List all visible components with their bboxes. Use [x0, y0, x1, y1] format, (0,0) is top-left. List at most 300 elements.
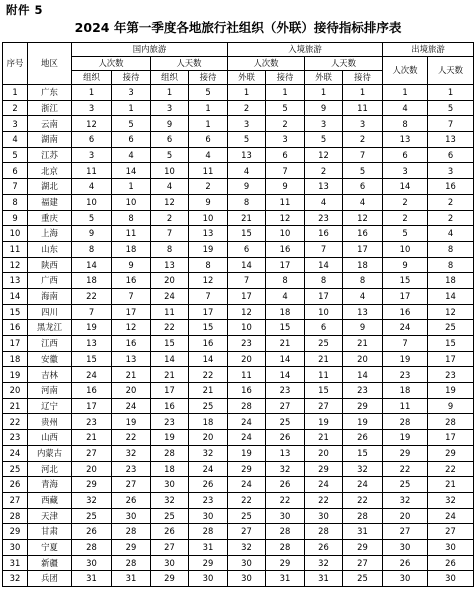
rank-cell: 22 — [428, 461, 474, 477]
rank-cell: 13 — [189, 226, 228, 242]
rank-cell: 15 — [343, 445, 383, 461]
rank-cell: 18 — [72, 273, 112, 289]
rank-cell: 10 — [72, 194, 112, 210]
rank-cell: 5 — [305, 132, 343, 148]
rank-cell: 27 — [151, 539, 189, 555]
rank-cell: 16 — [383, 304, 428, 320]
rank-cell: 17 — [266, 257, 305, 273]
rank-cell: 24 — [189, 461, 228, 477]
rank-cell: 26 — [72, 524, 112, 540]
rank-cell: 30 — [151, 477, 189, 493]
table-row — [3, 194, 474, 210]
rank-cell: 17 — [428, 351, 474, 367]
rank-cell: 26 — [343, 430, 383, 446]
row-index: 32 — [3, 571, 28, 587]
rank-cell: 27 — [383, 524, 428, 540]
rank-cell: 16 — [428, 179, 474, 195]
rank-cell: 4 — [189, 147, 228, 163]
table-row — [3, 320, 474, 336]
rank-cell: 1 — [228, 85, 266, 101]
row-index: 16 — [3, 320, 28, 336]
rank-cell: 25 — [72, 508, 112, 524]
rank-cell: 23 — [151, 414, 189, 430]
table-row — [3, 132, 474, 148]
table-row — [3, 555, 474, 571]
rank-cell: 1 — [383, 85, 428, 101]
rank-cell: 26 — [189, 477, 228, 493]
rank-cell: 2 — [228, 100, 266, 116]
row-index: 3 — [3, 116, 28, 132]
row-index: 14 — [3, 288, 28, 304]
table-row — [3, 179, 474, 195]
rank-cell: 27 — [112, 477, 151, 493]
row-index: 30 — [3, 539, 28, 555]
rank-cell: 19 — [151, 430, 189, 446]
rank-cell: 11 — [72, 163, 112, 179]
rank-cell: 5 — [189, 85, 228, 101]
table-row — [3, 477, 474, 493]
row-region: 黑龙江 — [28, 320, 72, 336]
row-region: 兵团 — [28, 571, 72, 587]
table-row — [3, 367, 474, 383]
rank-cell: 31 — [343, 524, 383, 540]
rank-cell: 29 — [189, 555, 228, 571]
rank-cell: 29 — [266, 555, 305, 571]
rank-cell: 24 — [428, 508, 474, 524]
table-row — [3, 288, 474, 304]
rank-cell: 6 — [72, 132, 112, 148]
rank-cell: 16 — [72, 383, 112, 399]
row-index: 20 — [3, 383, 28, 399]
row-index: 10 — [3, 226, 28, 242]
rank-cell: 7 — [428, 116, 474, 132]
rank-cell: 29 — [343, 398, 383, 414]
rank-cell: 17 — [189, 304, 228, 320]
row-region: 吉林 — [28, 367, 72, 383]
rank-cell: 28 — [383, 414, 428, 430]
rank-cell: 8 — [428, 241, 474, 257]
rank-cell: 32 — [72, 492, 112, 508]
table-row — [3, 257, 474, 273]
rank-cell: 22 — [112, 430, 151, 446]
rank-cell: 23 — [266, 383, 305, 399]
row-index: 15 — [3, 304, 28, 320]
rank-cell: 29 — [343, 539, 383, 555]
table-row — [3, 304, 474, 320]
rank-cell: 18 — [112, 241, 151, 257]
rank-cell: 16 — [228, 383, 266, 399]
rank-cell: 32 — [189, 445, 228, 461]
rank-cell: 32 — [112, 445, 151, 461]
rank-cell: 6 — [343, 179, 383, 195]
rank-cell: 6 — [266, 147, 305, 163]
rank-cell: 1 — [151, 85, 189, 101]
rank-cell: 28 — [112, 524, 151, 540]
table-row — [3, 85, 474, 101]
rank-cell: 30 — [266, 508, 305, 524]
rank-cell: 8 — [383, 116, 428, 132]
rank-cell: 23 — [189, 492, 228, 508]
rank-cell: 17 — [72, 398, 112, 414]
rank-cell: 28 — [151, 445, 189, 461]
rank-cell: 15 — [189, 320, 228, 336]
row-region: 甘肃 — [28, 524, 72, 540]
rank-cell: 28 — [343, 508, 383, 524]
header-receive: 接待 — [189, 71, 228, 85]
rank-cell: 16 — [112, 273, 151, 289]
table-row — [3, 147, 474, 163]
rank-cell: 6 — [112, 132, 151, 148]
rank-cell: 31 — [112, 571, 151, 587]
rank-cell: 29 — [72, 477, 112, 493]
rank-cell: 6 — [305, 320, 343, 336]
rank-cell: 11 — [305, 367, 343, 383]
rank-cell: 17 — [151, 383, 189, 399]
rank-cell: 29 — [305, 461, 343, 477]
row-region: 贵州 — [28, 414, 72, 430]
table-row — [3, 571, 474, 587]
header-organize: 组织 — [72, 71, 112, 85]
rank-cell: 5 — [266, 100, 305, 116]
rank-cell: 1 — [428, 85, 474, 101]
rank-cell: 28 — [428, 414, 474, 430]
rank-cell: 14 — [305, 257, 343, 273]
rank-cell: 14 — [151, 351, 189, 367]
rank-cell: 13 — [151, 257, 189, 273]
rank-cell: 20 — [228, 351, 266, 367]
row-region: 四川 — [28, 304, 72, 320]
rank-cell: 14 — [428, 288, 474, 304]
header-receive: 接待 — [343, 71, 383, 85]
rank-cell: 1 — [305, 85, 343, 101]
rank-cell: 22 — [228, 492, 266, 508]
rank-cell: 25 — [305, 336, 343, 352]
rank-cell: 14 — [266, 351, 305, 367]
rank-cell: 1 — [189, 116, 228, 132]
header-outbound-person-times: 人次数 — [383, 57, 428, 85]
header-inbound: 入境旅游 — [228, 43, 383, 57]
rank-cell: 30 — [189, 571, 228, 587]
rank-cell: 28 — [228, 398, 266, 414]
row-region: 湖南 — [28, 132, 72, 148]
rank-cell: 7 — [383, 336, 428, 352]
rank-cell: 28 — [305, 524, 343, 540]
rank-cell: 7 — [151, 226, 189, 242]
rank-cell: 3 — [151, 100, 189, 116]
rank-cell: 14 — [266, 367, 305, 383]
rank-cell: 29 — [383, 445, 428, 461]
rank-cell: 15 — [228, 226, 266, 242]
rank-cell: 3 — [383, 163, 428, 179]
rank-cell: 3 — [305, 116, 343, 132]
rank-cell: 13 — [112, 351, 151, 367]
rank-cell: 2 — [428, 210, 474, 226]
rank-cell: 10 — [305, 304, 343, 320]
rank-cell: 4 — [383, 100, 428, 116]
header-receive: 接待 — [266, 71, 305, 85]
row-index: 31 — [3, 555, 28, 571]
rank-cell: 25 — [428, 320, 474, 336]
rank-cell: 12 — [305, 147, 343, 163]
row-region: 广东 — [28, 85, 72, 101]
rank-cell: 25 — [189, 398, 228, 414]
header-domestic-person-days: 人天数 — [151, 57, 228, 71]
rank-cell: 30 — [228, 555, 266, 571]
table-row — [3, 273, 474, 289]
rank-cell: 21 — [343, 336, 383, 352]
table-row — [3, 430, 474, 446]
rank-cell: 15 — [428, 336, 474, 352]
rank-cell: 4 — [343, 194, 383, 210]
rank-cell: 24 — [112, 398, 151, 414]
rank-cell: 9 — [305, 100, 343, 116]
rank-cell: 18 — [383, 383, 428, 399]
row-index: 19 — [3, 367, 28, 383]
row-index: 7 — [3, 179, 28, 195]
rank-cell: 25 — [151, 508, 189, 524]
rank-cell: 13 — [72, 336, 112, 352]
rank-cell: 9 — [228, 179, 266, 195]
row-index: 28 — [3, 508, 28, 524]
rank-cell: 23 — [428, 367, 474, 383]
row-region: 河南 — [28, 383, 72, 399]
rank-cell: 29 — [428, 445, 474, 461]
rank-cell: 7 — [72, 304, 112, 320]
rank-cell: 18 — [266, 304, 305, 320]
rank-cell: 10 — [189, 210, 228, 226]
row-index: 18 — [3, 351, 28, 367]
rank-cell: 17 — [305, 288, 343, 304]
header-outreach: 外联 — [228, 71, 266, 85]
rank-cell: 6 — [189, 132, 228, 148]
row-index: 5 — [3, 147, 28, 163]
rank-cell: 15 — [72, 351, 112, 367]
rank-cell: 18 — [189, 414, 228, 430]
rank-cell: 12 — [72, 116, 112, 132]
rank-cell: 3 — [72, 100, 112, 116]
rank-cell: 16 — [343, 226, 383, 242]
row-region: 新疆 — [28, 555, 72, 571]
rank-cell: 24 — [228, 477, 266, 493]
rank-cell: 30 — [383, 539, 428, 555]
rank-cell: 30 — [305, 508, 343, 524]
row-index: 27 — [3, 492, 28, 508]
rank-cell: 17 — [343, 241, 383, 257]
rank-cell: 32 — [383, 492, 428, 508]
rank-cell: 11 — [189, 163, 228, 179]
rank-cell: 1 — [266, 85, 305, 101]
rank-cell: 29 — [112, 539, 151, 555]
rank-cell: 26 — [266, 430, 305, 446]
rank-cell: 2 — [266, 116, 305, 132]
table-row — [3, 492, 474, 508]
row-region: 江苏 — [28, 147, 72, 163]
rank-cell: 4 — [343, 288, 383, 304]
rank-cell: 28 — [112, 555, 151, 571]
rank-cell: 20 — [305, 445, 343, 461]
rank-cell: 15 — [305, 383, 343, 399]
rank-cell: 19 — [428, 383, 474, 399]
rank-cell: 19 — [112, 414, 151, 430]
rank-cell: 14 — [72, 257, 112, 273]
row-region: 上海 — [28, 226, 72, 242]
rank-cell: 22 — [151, 320, 189, 336]
table-row — [3, 398, 474, 414]
rank-cell: 30 — [151, 555, 189, 571]
rank-cell: 25 — [228, 508, 266, 524]
rank-cell: 30 — [428, 539, 474, 555]
rank-cell: 9 — [151, 116, 189, 132]
rank-cell: 19 — [305, 414, 343, 430]
rank-cell: 24 — [383, 320, 428, 336]
rank-cell: 11 — [112, 226, 151, 242]
rank-cell: 8 — [228, 194, 266, 210]
table-row — [3, 414, 474, 430]
rank-cell: 6 — [228, 241, 266, 257]
rank-cell: 16 — [112, 336, 151, 352]
rank-cell: 32 — [305, 555, 343, 571]
rank-cell: 23 — [72, 414, 112, 430]
rank-cell: 7 — [228, 273, 266, 289]
rank-cell: 10 — [112, 194, 151, 210]
rank-cell: 15 — [151, 336, 189, 352]
rank-cell: 3 — [343, 116, 383, 132]
rank-cell: 25 — [266, 414, 305, 430]
rank-cell: 23 — [305, 210, 343, 226]
rank-cell: 30 — [383, 571, 428, 587]
ranking-table — [2, 42, 474, 587]
rank-cell: 4 — [112, 147, 151, 163]
rank-cell: 27 — [266, 398, 305, 414]
rank-cell: 14 — [383, 179, 428, 195]
header-inbound-person-times: 人次数 — [228, 57, 305, 71]
rank-cell: 7 — [305, 241, 343, 257]
header-region: 地区 — [28, 43, 72, 85]
table-body — [3, 85, 474, 587]
rank-cell: 5 — [343, 163, 383, 179]
table-row — [3, 226, 474, 242]
rank-cell: 30 — [189, 508, 228, 524]
rank-cell: 25 — [343, 571, 383, 587]
rank-cell: 21 — [305, 351, 343, 367]
rank-cell: 6 — [151, 132, 189, 148]
rank-cell: 31 — [72, 571, 112, 587]
row-index: 17 — [3, 336, 28, 352]
rank-cell: 8 — [266, 273, 305, 289]
rank-cell: 9 — [72, 226, 112, 242]
rank-cell: 29 — [228, 461, 266, 477]
rank-cell: 20 — [112, 383, 151, 399]
rank-cell: 16 — [305, 226, 343, 242]
rank-cell: 14 — [112, 163, 151, 179]
row-region: 内蒙古 — [28, 445, 72, 461]
rank-cell: 9 — [428, 398, 474, 414]
row-region: 河北 — [28, 461, 72, 477]
rank-cell: 9 — [383, 257, 428, 273]
rank-cell: 15 — [266, 320, 305, 336]
row-region: 重庆 — [28, 210, 72, 226]
rank-cell: 23 — [228, 336, 266, 352]
rank-cell: 11 — [228, 367, 266, 383]
table-row — [3, 383, 474, 399]
rank-cell: 8 — [343, 273, 383, 289]
row-region: 云南 — [28, 116, 72, 132]
rank-cell: 2 — [151, 210, 189, 226]
rank-cell: 17 — [383, 288, 428, 304]
rank-cell: 22 — [72, 288, 112, 304]
rank-cell: 19 — [189, 241, 228, 257]
row-index: 11 — [3, 241, 28, 257]
rank-cell: 13 — [266, 445, 305, 461]
rank-cell: 9 — [343, 320, 383, 336]
rank-cell: 19 — [72, 320, 112, 336]
rank-cell: 20 — [343, 351, 383, 367]
rank-cell: 22 — [343, 492, 383, 508]
rank-cell: 5 — [383, 226, 428, 242]
rank-cell: 28 — [266, 539, 305, 555]
rank-cell: 25 — [383, 477, 428, 493]
row-index: 24 — [3, 445, 28, 461]
rank-cell: 18 — [428, 273, 474, 289]
table-row — [3, 100, 474, 116]
rank-cell: 13 — [383, 132, 428, 148]
rank-cell: 3 — [72, 147, 112, 163]
row-region: 西藏 — [28, 492, 72, 508]
rank-cell: 26 — [428, 555, 474, 571]
rank-cell: 17 — [112, 304, 151, 320]
row-region: 辽宁 — [28, 398, 72, 414]
rank-cell: 27 — [72, 445, 112, 461]
rank-cell: 14 — [228, 257, 266, 273]
rank-cell: 1 — [112, 179, 151, 195]
table-row — [3, 336, 474, 352]
rank-cell: 8 — [151, 241, 189, 257]
rank-cell: 32 — [428, 492, 474, 508]
header-receive: 接待 — [112, 71, 151, 85]
rank-cell: 27 — [343, 555, 383, 571]
rank-cell: 30 — [72, 555, 112, 571]
rank-cell: 2 — [428, 194, 474, 210]
rank-cell: 4 — [151, 179, 189, 195]
rank-cell: 5 — [428, 100, 474, 116]
rank-cell: 8 — [305, 273, 343, 289]
rank-cell: 11 — [343, 100, 383, 116]
rank-cell: 2 — [305, 163, 343, 179]
rank-cell: 10 — [383, 241, 428, 257]
row-region: 安徽 — [28, 351, 72, 367]
rank-cell: 32 — [151, 492, 189, 508]
page-title: 2024 年第一季度各地旅行社组织（外联）接待指标排序表 — [74, 20, 402, 35]
rank-cell: 14 — [343, 367, 383, 383]
rank-cell: 13 — [228, 147, 266, 163]
row-region: 青海 — [28, 477, 72, 493]
rank-cell: 21 — [112, 367, 151, 383]
rank-cell: 13 — [305, 179, 343, 195]
rank-cell: 11 — [266, 194, 305, 210]
rank-cell: 24 — [72, 367, 112, 383]
rank-cell: 26 — [151, 524, 189, 540]
rank-cell: 4 — [228, 163, 266, 179]
table-row — [3, 508, 474, 524]
rank-cell: 1 — [343, 85, 383, 101]
header-index: 序号 — [3, 43, 28, 85]
rank-cell: 27 — [428, 524, 474, 540]
rank-cell: 24 — [228, 414, 266, 430]
row-region: 宁夏 — [28, 539, 72, 555]
rank-cell: 2 — [383, 210, 428, 226]
rank-cell: 3 — [428, 163, 474, 179]
row-region: 山西 — [28, 430, 72, 446]
